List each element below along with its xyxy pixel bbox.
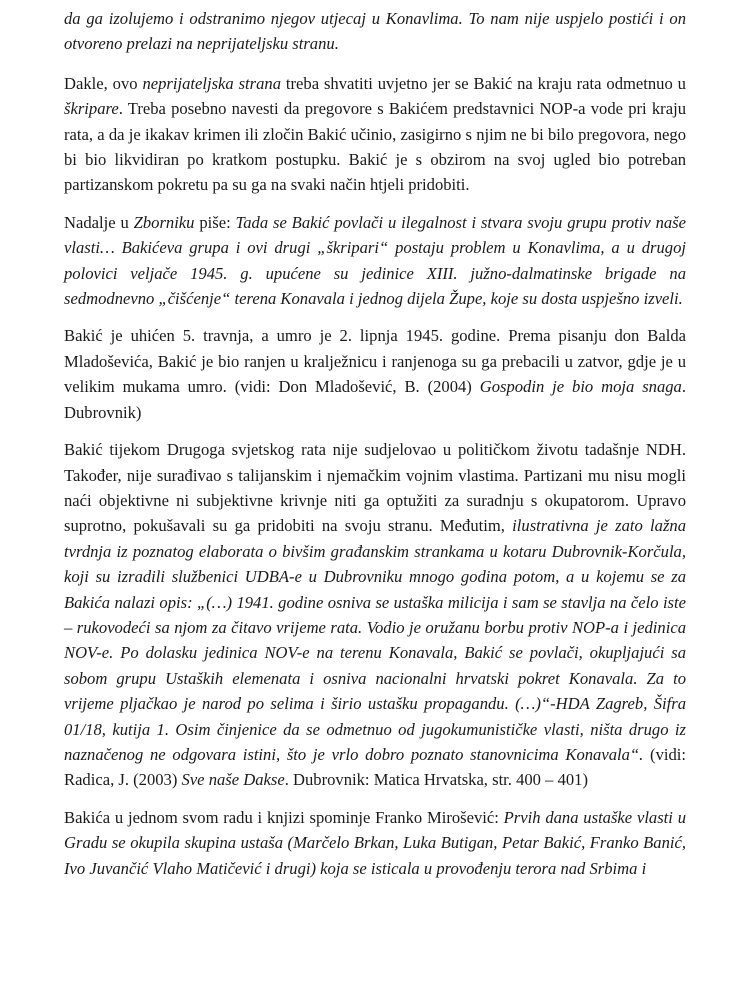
body-text: Bakić tijekom Drugoga svjetskog rata nije sudjelovao u političkom životu tadašnje NDH. Također, nije surađivao s talijanskim i njemačkim vojnim vlastima. Partizani mu nisu mogli naći objektivne ni subjektivne krivnje niti ga optužiti za suradnju s okupatorom. Upravo suprotno, pokušavali su ga pridobiti na svoju stranu. Međutim, [64,440,686,536]
body-text: Bakića u jednom svom radu i knjizi spominje Franko Mirošević: [64,807,504,827]
body-text: . Treba posebno navesti da pregovore s Bakićem predstavnici NOP-a vode pri kraju rata, a da je ikakav krimen ili zločin Bakić učinio, zasigirno s njim ne bi bilo pregovora, nego bi bio likvidiran po kratkom postupku. Bakić je s obzirom na svoj ugled bio potreban partizanskom pokretu pa su ga na svaki način htjeli pridobiti. [64,99,686,195]
paragraph [64,71,686,198]
italic-text: Zborniku [133,212,195,232]
body-text: Nadalje u [64,212,134,232]
italic-text: Prvih dana ustaške vlasti u Gradu se okupila skupina ustaša (Marčelo Brkan, Luka Butigan, Petar Bakić, Franko Banić, Ivo Juvančić Vlaho Matičević i drugi) koja se isticala u provođenju terora nad Srbima i [64,807,686,878]
body-text: Dakle, ovo [64,73,143,93]
paragraph [64,805,686,881]
italic-text: Gospodin je bio moja snaga [479,377,682,397]
paragraph [64,6,686,57]
body-text: Bakić je uhićen 5. travnja, a umro je 2. lipnja 1945. godine. Prema pisanju don Balda Mladoševića, Bakić je bio ranjen u kralježnicu i ranjenoga su ga prebacili u zatvor, gdje je u velikim mukama umro. (vidi: Don Mladošević, B. (2004) [64,326,686,397]
paragraph [64,437,686,793]
italic-text: neprijateljska strana [142,73,282,93]
body-text: . Dubrovnik: Matica Hrvatska, str. 400 – 401) [284,770,588,790]
italic-text: Sve naše Dakse [181,770,285,790]
paragraph [64,210,686,312]
body-text: . Dubrovnik) [64,377,686,422]
body-text: treba shvatiti uvjetno jer se Bakić na kraju rata odmetnuo u [281,73,686,93]
italic-text: ilustrativna je zato lažna tvrdnja iz poznatog elaborata o bivšim građanskim strankama u kotaru Dubrovnik-Korčula, koji su izradili službenici UDBA-e u Dubrovniku mnogo godina potom, a u kojemu se za Bakića nalazi opis: „(…) 1941. godine osniva se ustaška milicija i sam se stavlja na čelo iste – rukovodeći sa njom za čitavo vrijeme rata. Vodio je oružanu borbu protiv NOP-a i jedinica NOV-e. Po dolasku jedinica NOV-e na terenu Konavala, Bakić se povlači, okupljajući sa sobom grupu Ustaških elemenata i osniva nacionalni hrvatski pokret Konavala. Za to vrijeme pljačkao je narod po selima i širio ustašku propagandu. (…)“-HDA Zagreb, Šifra 01/18, kutija 1. Osim činjenice da se odmetnuo od jugokumunističke vlasti, ništa drugo iz naznačenog ne odgovara istini, što je vrlo dobro poznato stanovnicima Konavala“. [64,516,687,764]
italic-text: Tada se Bakić povlači u ilegalnost i stvara svoju grupu protiv naše vlasti… Bakićeva grupa i ovi drugi „škripari“ postaju problem u Konavlima, a u drugoj polovici veljače 1945. g. upućene su jedinice XIII. južno-dalmatinske brigade na sedmodnevno „čišćenje“ terena Konavala i jednog dijela Župe, koje su dosta uspješno izveli. [64,212,686,309]
italic-text: škripare [64,99,119,119]
paragraph [64,323,686,425]
italic-text: da ga izolujemo i odstranimo njegov utjecaj u Konavlima. To nam nije uspjelo postići i on otvoreno prelazi na neprijateljsku stranu. [64,9,686,54]
body-text: piše: [194,212,236,232]
body-text: (vidi: Radica, J. (2003) [64,744,687,790]
